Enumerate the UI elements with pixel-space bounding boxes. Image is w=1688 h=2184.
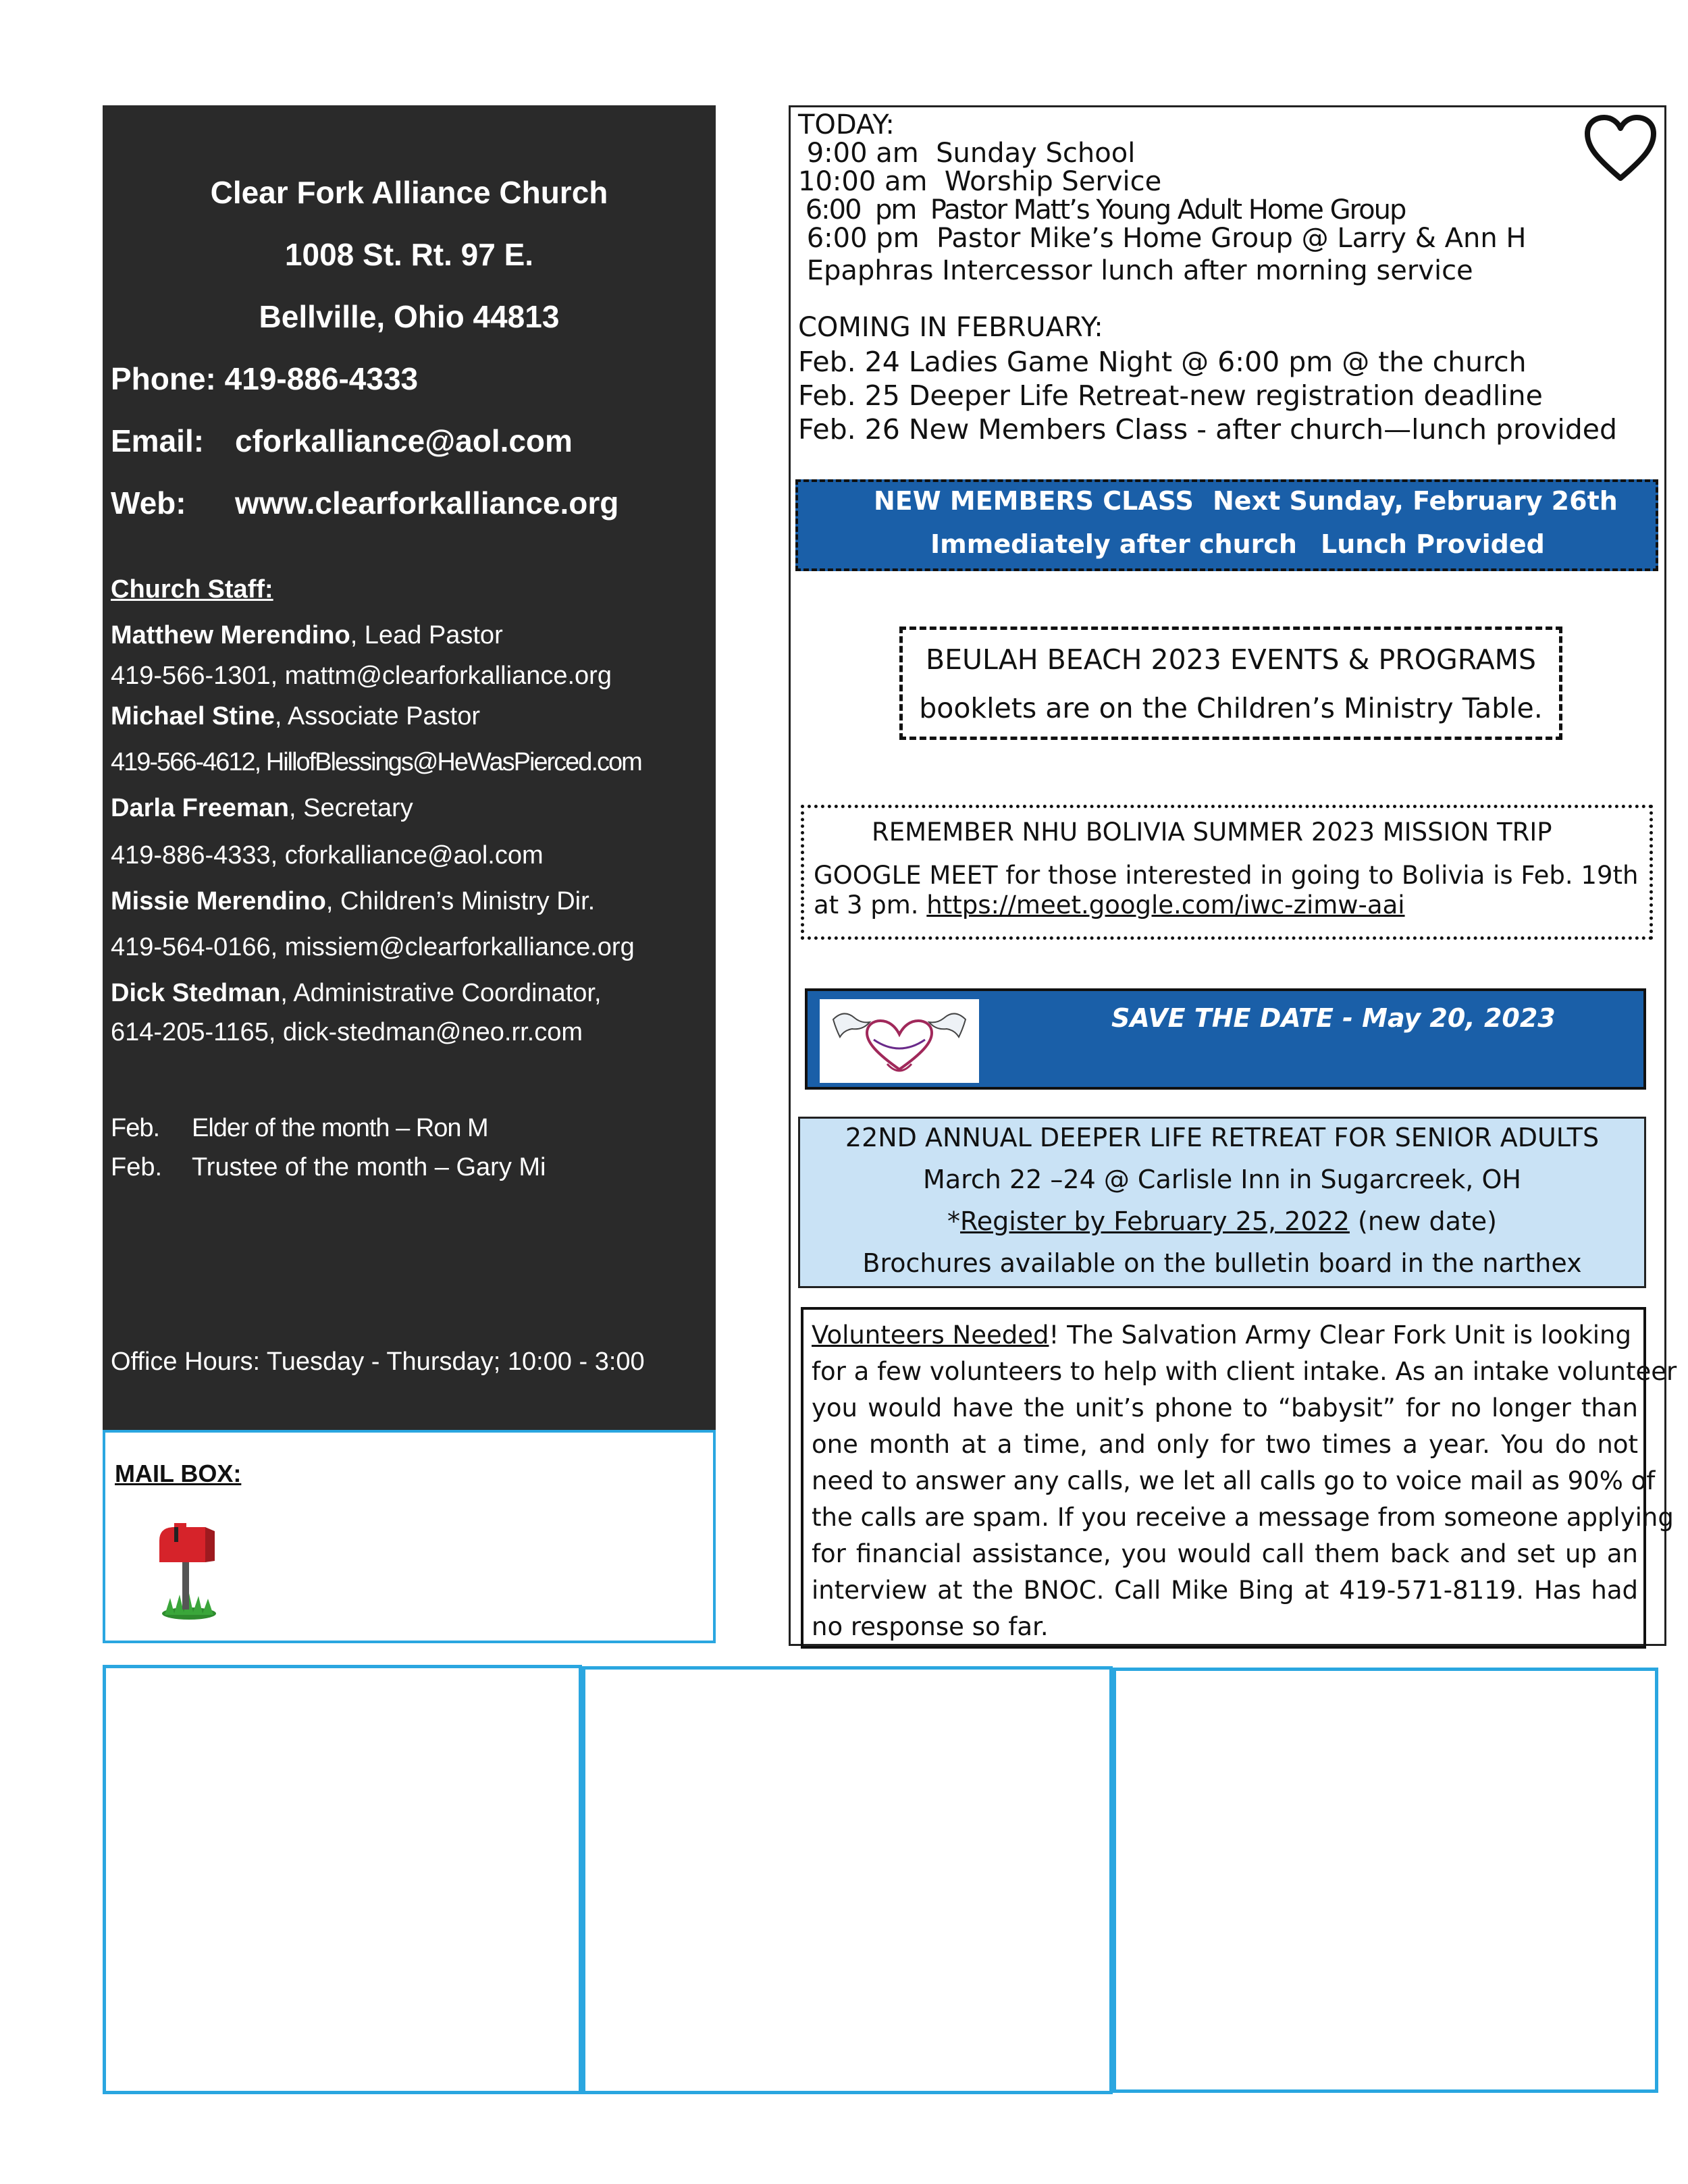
volunteers-heading: Volunteers Needed (812, 1321, 1049, 1350)
beulah-subtitle: booklets are on the Children’s Ministry Table. (919, 692, 1543, 724)
web-address[interactable]: www.clearforkalliance.org (235, 485, 619, 521)
staff-name: Michael Stine (111, 702, 275, 730)
staff-role: , Children’s Ministry Dir. (325, 887, 596, 915)
today-item-4: 6:00 pm Pastor Mike’s Home Group @ Larry & Ann H (798, 223, 1527, 254)
church-address-street: 1008 St. Rt. 97 E. (284, 237, 534, 272)
elder-of-month (111, 1114, 488, 1143)
staff-heading: Church Staff: (111, 575, 273, 604)
phone-number: 419-886-4333 (224, 361, 419, 396)
register-deadline: Register by February 25, 2022 (960, 1206, 1350, 1236)
trustee-text: Trustee of the month – Gary Mi (192, 1153, 546, 1181)
today-item-1: 9:00 am Sunday School (798, 138, 1136, 169)
staff-role: , Lead Pastor (350, 621, 503, 649)
staff-name: Dick Stedman (111, 979, 281, 1007)
mail-box-section (103, 1430, 716, 1643)
staff-contact-5: 614-205-1165, dick-stedman@neo.rr.com (111, 1018, 583, 1046)
bolivia-mission-notice (801, 805, 1653, 940)
empty-box-right (1113, 1668, 1658, 2093)
office-hours: Office Hours: Tuesday - Thursday; 10:00 - 3:00 (111, 1348, 645, 1376)
retreat-title: 22ND ANNUAL DEEPER LIFE RETREAT FOR SENIOR ADULTS (845, 1123, 1600, 1152)
save-the-date-text: SAVE THE DATE - May 20, 2023 (1111, 1003, 1556, 1033)
doves-heart-image (820, 999, 979, 1083)
bolivia-line2 (814, 890, 1405, 920)
volunteers-line-6: the calls are spam. If you receive a message from someone applying (812, 1503, 1674, 1532)
staff-name: Matthew Merendino (111, 621, 350, 649)
staff-name: Missie Merendino (111, 887, 326, 915)
email-line (111, 423, 573, 459)
volunteers-line-9: no response so far. (812, 1612, 1049, 1641)
register-asterisk: * (947, 1206, 961, 1236)
coming-item-1: Feb. 24 Ladies Game Night @ 6:00 pm @ the church (798, 346, 1527, 378)
today-item-2: 10:00 am Worship Service (798, 166, 1162, 197)
email-label: Email: (111, 423, 205, 458)
coming-heading: COMING IN FEBRUARY: (798, 312, 1103, 343)
today-item-3: 6:00 pm Pastor Matt’s Young Adult Home Group (798, 194, 1406, 225)
staff-role: , Administrative Coordinator, (280, 979, 602, 1007)
beulah-beach-notice (899, 627, 1562, 740)
new-members-lunch: Lunch Provided (1321, 529, 1545, 559)
empty-box-left (103, 1665, 582, 2094)
volunteers-line-5: need to answer any calls, we let all calls go to voice mail as 90% of (812, 1466, 1656, 1495)
mailbox-icon (150, 1520, 231, 1622)
coming-item-3: Feb. 26 New Members Class - after church—lunch provided (798, 413, 1618, 446)
month: Feb. (111, 1153, 163, 1181)
volunteers-line-7: for financial assistance, you would call them back and set up an (812, 1539, 1638, 1568)
bolivia-title: REMEMBER NHU BOLIVIA SUMMER 2023 MISSION TRIP (872, 818, 1552, 847)
elder-text: Elder of the month – Ron M (192, 1114, 488, 1142)
staff-contact-4: 419-564-0166, missiem@clearforkalliance.org (111, 933, 635, 961)
web-label: Web: (111, 485, 186, 521)
empty-box-center (582, 1666, 1113, 2094)
coming-item-2: Feb. 25 Deeper Life Retreat-new registration deadline (798, 379, 1543, 412)
today-item-5: Epaphras Intercessor lunch after morning service (798, 255, 1473, 286)
volunteers-line-1: Volunteers Needed! The Salvation Army Clear Fork Unit is looking (812, 1321, 1631, 1350)
new-members-timing: Immediately after church (930, 529, 1297, 559)
staff-member-4 (111, 887, 595, 916)
today-heading: TODAY: (798, 109, 895, 140)
staff-contact-3: 419-886-4333, cforkalliance@aol.com (111, 841, 544, 870)
bolivia-time: at 3 pm. (814, 890, 927, 920)
google-meet-link[interactable]: https://meet.google.com/iwc-zimw-aai (926, 890, 1405, 920)
staff-member-2 (111, 702, 480, 731)
new-members-title: NEW MEMBERS CLASS (874, 486, 1194, 516)
phone-label: Phone: (111, 361, 216, 396)
staff-contact-1: 419-566-1301, mattm@clearforkalliance.org (111, 662, 612, 690)
church-address-city: Bellville, Ohio 44813 (259, 299, 560, 334)
volunteers-notice (801, 1307, 1677, 1649)
volunteers-line-3: you would have the unit’s phone to “babysit” for no longer than (812, 1393, 1638, 1422)
web-line (111, 485, 618, 521)
volunteers-line-2: for a few volunteers to help with client intake. As an intake volunteer (812, 1357, 1677, 1386)
staff-member-5 (111, 979, 602, 1008)
new-members-date: Next Sunday, February 26th (1213, 486, 1618, 516)
church-name: Clear Fork Alliance Church (210, 175, 608, 210)
retreat-brochures: Brochures available on the bulletin board in the narthex (862, 1248, 1582, 1278)
staff-member-1 (111, 621, 503, 650)
church-info-panel (103, 105, 716, 1430)
staff-role: , Secretary (289, 794, 413, 822)
volunteers-line-8: interview at the BNOC. Call Mike Bing at 419-571-8119. Has had (812, 1576, 1638, 1605)
phone-line (111, 361, 418, 397)
trustee-of-month (111, 1153, 546, 1182)
retreat-notice (798, 1117, 1646, 1288)
month: Feb. (111, 1114, 160, 1142)
staff-name: Darla Freeman (111, 794, 290, 822)
staff-contact-2: 419-566-4612, HillofBlessings@HeWasPierced.com (111, 748, 641, 776)
mail-box-title: MAIL BOX: (115, 1460, 242, 1487)
save-the-date-banner (805, 988, 1646, 1090)
retreat-dates: March 22 –24 @ Carlisle Inn in Sugarcreek, OH (923, 1165, 1521, 1194)
heart-icon (1583, 113, 1658, 184)
retreat-register (800, 1206, 1644, 1236)
bolivia-line1: GOOGLE MEET for those interested in going to Bolivia is Feb. 19th (814, 861, 1639, 890)
staff-role: , Associate Pastor (274, 702, 480, 730)
beulah-title: BEULAH BEACH 2023 EVENTS & PROGRAMS (925, 643, 1537, 676)
staff-member-3 (111, 794, 413, 823)
email-address[interactable]: cforkalliance@aol.com (235, 423, 573, 458)
register-note: (new date) (1349, 1206, 1497, 1236)
new-members-banner (795, 479, 1658, 571)
volunteers-line-4: one month at a time, and only for two times a year. You do not (812, 1430, 1638, 1459)
